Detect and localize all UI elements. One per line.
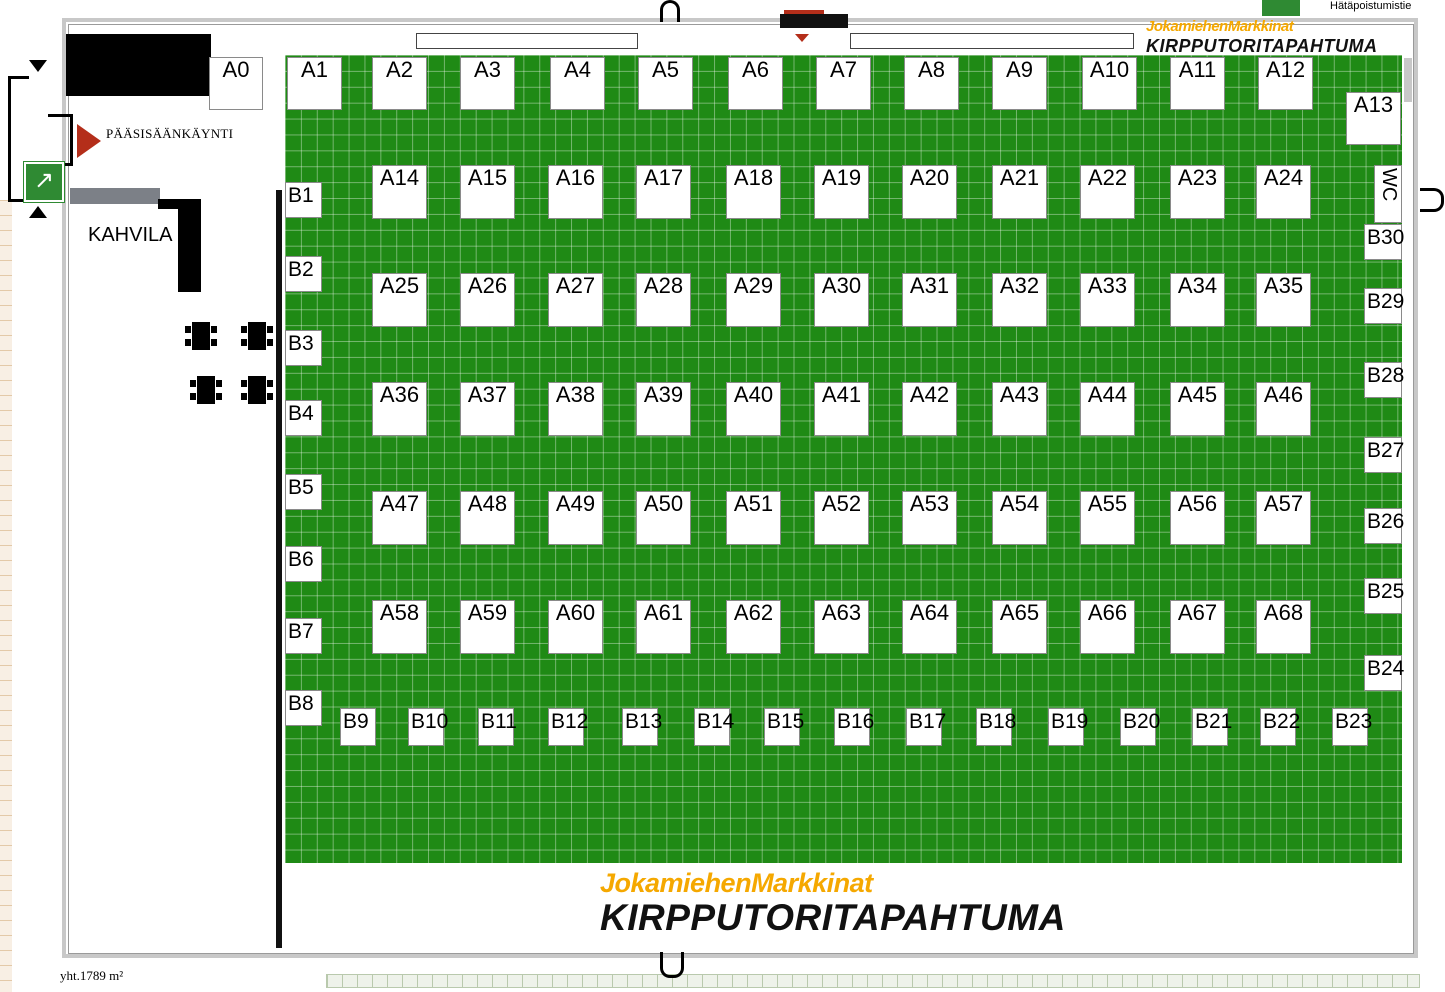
stand-label: A52 — [821, 491, 862, 516]
stand-a55[interactable] — [1080, 491, 1135, 545]
logo-brand-text: JokamiehenMarkkinat — [600, 868, 873, 898]
stand-a24[interactable] — [1256, 165, 1311, 219]
stand-label: B26 — [1367, 510, 1405, 533]
stand-label: B7 — [288, 620, 314, 643]
stand-label: A48 — [467, 491, 508, 516]
stand-a61[interactable] — [636, 600, 691, 654]
stand-label: A27 — [555, 273, 596, 298]
stand-a31[interactable] — [902, 273, 957, 327]
stand-a40[interactable] — [726, 382, 781, 436]
stand-a7[interactable] — [816, 57, 871, 110]
stand-a62[interactable] — [726, 600, 781, 654]
stand-label: A12 — [1265, 57, 1306, 82]
stand-a33[interactable] — [1080, 273, 1135, 327]
stand-a8[interactable] — [904, 57, 959, 110]
stand-label: A36 — [379, 382, 420, 407]
stand-label: A43 — [999, 382, 1040, 407]
ruler-bottom — [326, 974, 1420, 988]
stand-b12[interactable] — [548, 708, 589, 746]
stand-b4[interactable] — [285, 400, 322, 436]
stand-label: B22 — [1263, 710, 1301, 733]
stand-label: B27 — [1367, 439, 1405, 462]
stand-label: A49 — [555, 491, 596, 516]
stand-b19[interactable] — [1048, 708, 1089, 746]
partition-wall — [276, 190, 282, 948]
stand-label: A51 — [733, 491, 774, 516]
stand-label: A6 — [742, 57, 769, 82]
stand-label: A20 — [909, 165, 950, 190]
door-swing-icon — [1420, 188, 1444, 212]
stand-a41[interactable] — [814, 382, 869, 436]
stand-label: A46 — [1263, 382, 1304, 407]
stand-a2[interactable] — [372, 57, 427, 110]
stand-label: A4 — [564, 57, 591, 82]
stand-a22[interactable] — [1080, 165, 1135, 219]
stand-label: A54 — [999, 491, 1040, 516]
stand-label: B21 — [1195, 710, 1233, 733]
stand-b7[interactable] — [285, 618, 322, 654]
stand-label: A8 — [918, 57, 945, 82]
stand-label: A0 — [222, 57, 250, 82]
stand-label: A9 — [1006, 57, 1033, 82]
stand-a1[interactable] — [287, 57, 342, 110]
stand-a25[interactable] — [372, 273, 427, 327]
stand-a46[interactable] — [1256, 382, 1311, 436]
stand-b3[interactable] — [285, 330, 322, 366]
stand-label: A64 — [909, 600, 950, 625]
stand-label: B4 — [288, 402, 314, 425]
stand-a26[interactable] — [460, 273, 515, 327]
wc-label: WC — [1378, 168, 1400, 202]
stand-label: A24 — [1263, 165, 1304, 190]
stand-a56[interactable] — [1170, 491, 1225, 545]
stand-label: B23 — [1335, 710, 1373, 733]
stand-b5[interactable] — [285, 474, 322, 510]
stand-b17[interactable] — [906, 708, 947, 746]
stand-a10[interactable] — [1082, 57, 1137, 110]
stand-label: A11 — [1178, 57, 1217, 82]
stand-b8[interactable] — [285, 690, 322, 726]
stand-a13[interactable] — [1346, 92, 1401, 145]
stand-b6[interactable] — [285, 546, 322, 582]
stand-label: A68 — [1263, 600, 1304, 625]
stand-a23[interactable] — [1170, 165, 1225, 219]
stand-label: A29 — [733, 273, 774, 298]
stand-a27[interactable] — [548, 273, 603, 327]
door-arrow-icon — [795, 34, 809, 42]
stand-label: B8 — [288, 692, 314, 715]
stand-a52[interactable] — [814, 491, 869, 545]
stand-label: B28 — [1367, 364, 1405, 387]
stand-a47[interactable] — [372, 491, 427, 545]
stand-a53[interactable] — [902, 491, 957, 545]
stand-a29[interactable] — [726, 273, 781, 327]
stand-b10[interactable] — [408, 708, 449, 746]
stand-b23[interactable] — [1332, 708, 1373, 746]
stand-a21[interactable] — [992, 165, 1047, 219]
stand-a5[interactable] — [638, 57, 693, 110]
entrance-door — [48, 114, 73, 166]
top-door — [780, 14, 848, 28]
stand-label: A28 — [643, 273, 684, 298]
stand-a66[interactable] — [1080, 600, 1135, 654]
stand-label: A33 — [1087, 273, 1128, 298]
stand-label: B6 — [288, 548, 314, 571]
stand-label: A37 — [467, 382, 508, 407]
stand-label: A53 — [909, 491, 950, 516]
stand-b14[interactable] — [694, 708, 735, 746]
wall-segment — [416, 33, 638, 49]
stand-a4[interactable] — [550, 57, 605, 110]
stand-label: A25 — [379, 273, 420, 298]
stand-label: B25 — [1367, 580, 1405, 603]
stand-label: A65 — [999, 600, 1040, 625]
stand-a42[interactable] — [902, 382, 957, 436]
stand-b18[interactable] — [976, 708, 1017, 746]
stand-a51[interactable] — [726, 491, 781, 545]
stand-label: B19 — [1051, 710, 1089, 733]
door-swing-icon — [660, 952, 684, 978]
stand-a59[interactable] — [460, 600, 515, 654]
logo-event-text: KIRPPUTORITAPAHTUMA — [1146, 36, 1378, 56]
stand-a57[interactable] — [1256, 491, 1311, 545]
stand-label: A41 — [821, 382, 862, 407]
stand-label: A13 — [1353, 92, 1394, 117]
stand-label: B15 — [767, 710, 805, 733]
stand-a43[interactable] — [992, 382, 1047, 436]
stand-a9[interactable] — [992, 57, 1047, 110]
stand-label: B29 — [1367, 290, 1405, 313]
stand-label: B3 — [288, 332, 314, 355]
stand-a38[interactable] — [548, 382, 603, 436]
stand-a34[interactable] — [1170, 273, 1225, 327]
stand-b27[interactable] — [1364, 437, 1405, 473]
stand-label: A61 — [643, 600, 684, 625]
stand-a48[interactable] — [460, 491, 515, 545]
stand-label: A38 — [555, 382, 596, 407]
stand-b1[interactable] — [285, 182, 322, 218]
stand-label: B12 — [551, 710, 589, 733]
stand-label: A21 — [999, 165, 1040, 190]
stand-b21[interactable] — [1192, 708, 1233, 746]
entrance-label: PÄÄSISÄÄNKÄYNTI — [106, 126, 234, 141]
stand-label: A44 — [1087, 382, 1128, 407]
logo-brand-text: JokamiehenMarkkinat — [1146, 18, 1294, 35]
area-label: yht.1789 m² — [60, 968, 124, 983]
stand-label: A3 — [474, 57, 501, 82]
stand-a16[interactable] — [548, 165, 603, 219]
stand-label: A18 — [733, 165, 774, 190]
stand-a17[interactable] — [636, 165, 691, 219]
stand-label: A26 — [467, 273, 508, 298]
stand-b25[interactable] — [1364, 578, 1405, 614]
stand-a58[interactable] — [372, 600, 427, 654]
stand-label: B10 — [411, 710, 449, 733]
stand-label: A1 — [301, 57, 328, 82]
stand-a28[interactable] — [636, 273, 691, 327]
cafe-table-icon — [187, 374, 225, 406]
door-swing-icon — [660, 0, 680, 22]
entrance-arrow-icon — [77, 124, 101, 158]
stand-label: A63 — [821, 600, 862, 625]
stand-label: A16 — [555, 165, 596, 190]
arrow-up-icon — [29, 206, 47, 218]
stand-label: A14 — [379, 165, 420, 190]
stand-label: A50 — [643, 491, 684, 516]
stand-b13[interactable] — [622, 708, 663, 746]
stand-a50[interactable] — [636, 491, 691, 545]
stand-label: A57 — [1263, 491, 1304, 516]
stand-b20[interactable] — [1120, 708, 1161, 746]
stand-a12[interactable] — [1258, 57, 1313, 110]
stand-label: A32 — [999, 273, 1040, 298]
stand-label: A42 — [909, 382, 950, 407]
stand-a64[interactable] — [902, 600, 957, 654]
stand-label: A39 — [643, 382, 684, 407]
stand-label: B11 — [481, 710, 517, 733]
stand-b22[interactable] — [1260, 708, 1301, 746]
stand-label: A17 — [643, 165, 684, 190]
stand-b30[interactable] — [1364, 224, 1405, 260]
wall-segment — [850, 33, 1134, 49]
stand-label: B20 — [1123, 710, 1161, 733]
stand-a36[interactable] — [372, 382, 427, 436]
cafe-table-icon — [238, 320, 276, 352]
stand-label: A5 — [652, 57, 679, 82]
stand-label: A67 — [1177, 600, 1218, 625]
logo-top — [1146, 18, 1378, 57]
stand-a19[interactable] — [814, 165, 869, 219]
stand-label: A15 — [467, 165, 508, 190]
stand-a45[interactable] — [1170, 382, 1225, 436]
stand-a67[interactable] — [1170, 600, 1225, 654]
stand-b29[interactable] — [1364, 288, 1405, 324]
stand-a49[interactable] — [548, 491, 603, 545]
stand-label: B9 — [343, 710, 369, 733]
arrow-down-icon — [29, 60, 47, 72]
stand-b11[interactable] — [478, 708, 517, 746]
stand-label: A2 — [386, 57, 413, 82]
stand-label: A23 — [1177, 165, 1218, 190]
stand-label: B24 — [1367, 657, 1405, 680]
exit-sign-icon — [1262, 0, 1300, 16]
stand-label: A55 — [1087, 491, 1128, 516]
stand-a18[interactable] — [726, 165, 781, 219]
wc-area — [1374, 165, 1402, 223]
logo-bottom — [600, 868, 1066, 939]
stand-b28[interactable] — [1364, 362, 1405, 398]
stand-label: A45 — [1177, 382, 1218, 407]
stand-a14[interactable] — [372, 165, 427, 219]
stand-a20[interactable] — [902, 165, 957, 219]
stand-label: B14 — [697, 710, 735, 733]
stand-label: B30 — [1367, 226, 1405, 249]
stand-a32[interactable] — [992, 273, 1047, 327]
stand-label: B18 — [979, 710, 1017, 733]
stand-label: A10 — [1089, 57, 1130, 82]
stand-label: B17 — [909, 710, 947, 733]
ruler-left — [0, 200, 12, 992]
stand-label: A62 — [733, 600, 774, 625]
cafe-table-icon — [238, 374, 276, 406]
stand-label: A59 — [467, 600, 508, 625]
cafe-table-icon — [182, 320, 220, 352]
stand-label: A30 — [821, 273, 862, 298]
logo-event-text: KIRPPUTORITAPAHTUMA — [600, 897, 1066, 938]
stand-label: A47 — [379, 491, 420, 516]
stand-b9[interactable] — [340, 708, 376, 746]
stand-a3[interactable] — [460, 57, 515, 110]
stand-label: A56 — [1177, 491, 1218, 516]
wall-marker — [1404, 58, 1412, 102]
cafe-wall — [178, 199, 201, 292]
stand-label: B16 — [837, 710, 875, 733]
stand-label: A35 — [1263, 273, 1304, 298]
stand-label: A66 — [1087, 600, 1128, 625]
stand-label: A34 — [1177, 273, 1218, 298]
stand-label: A40 — [733, 382, 774, 407]
cafe-counter — [70, 188, 160, 204]
stand-label: A22 — [1087, 165, 1128, 190]
stand-label: A58 — [379, 600, 420, 625]
stand-a44[interactable] — [1080, 382, 1135, 436]
stand-b15[interactable] — [764, 708, 805, 746]
stand-a65[interactable] — [992, 600, 1047, 654]
stand-b24[interactable] — [1364, 655, 1405, 691]
stand-a35[interactable] — [1256, 273, 1311, 327]
stand-a0[interactable] — [209, 57, 263, 110]
cafe-label: KAHVILA — [88, 224, 173, 246]
stand-label: A31 — [909, 273, 950, 298]
stand-b26[interactable] — [1364, 508, 1405, 544]
stand-a11[interactable] — [1170, 57, 1225, 110]
emergency-exit-label: Hätäpoistumistie — [1330, 0, 1412, 12]
stand-label: A60 — [555, 600, 596, 625]
stand-a68[interactable] — [1256, 600, 1311, 654]
stand-label: A19 — [821, 165, 862, 190]
storage-block — [66, 34, 211, 96]
stand-b16[interactable] — [834, 708, 875, 746]
stand-label: B2 — [288, 258, 314, 281]
stand-a6[interactable] — [728, 57, 783, 110]
stand-label: B5 — [288, 476, 314, 499]
stand-a30[interactable] — [814, 273, 869, 327]
stand-a63[interactable] — [814, 600, 869, 654]
stand-a60[interactable] — [548, 600, 603, 654]
stand-a39[interactable] — [636, 382, 691, 436]
stand-b2[interactable] — [285, 256, 322, 292]
stand-a37[interactable] — [460, 382, 515, 436]
stand-label: B1 — [288, 184, 314, 207]
exit-sign-icon: ↗ — [24, 162, 64, 202]
stand-label: B13 — [625, 710, 663, 733]
stand-label: A7 — [830, 57, 857, 82]
stand-a15[interactable] — [460, 165, 515, 219]
stand-a54[interactable] — [992, 491, 1047, 545]
